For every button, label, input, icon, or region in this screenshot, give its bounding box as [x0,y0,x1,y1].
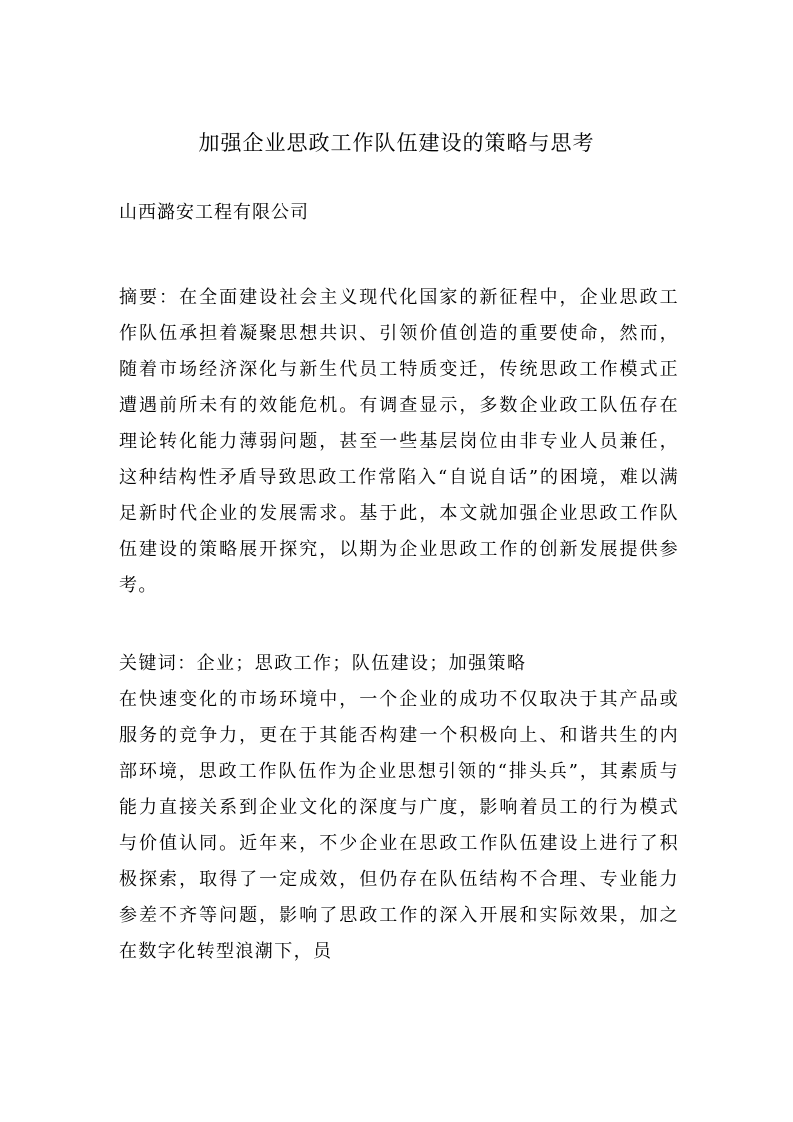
abstract-text: 在全面建设社会主义现代化国家的新征程中，企业思政工作队伍承担着凝聚思想共识、引领价值创造的重要使命，然而，随着市场经济深化与新生代员工特质变迁，传统思政工作模式正遭遇前所未有的效能危机。有调查显示，多数企业政工队伍存在理论转化能力薄弱问题，甚至一些基层岗位由非专业人员兼任，这种结构性矛盾导致思政工作常陷入“自说自话”的困境，难以满足新时代企业的发展需求。基于此，本文就加强企业思政工作队伍建设的策略展开探究，以期为企业思政工作的创新发展提供参考。 [119,287,680,596]
abstract-paragraph [119,280,679,604]
keywords-label: 关键词： [119,653,197,674]
document-title: 加强企业思政工作队伍建设的策略与思考 [198,131,595,155]
keywords-line [119,646,679,682]
intro-paragraph: 在快速变化的市场环境中，一个企业的成功不仅取决于其产品或服务的竞争力，更在于其能否构建一个积极向上、和谐共生的内部环境，思政工作队伍作为企业思想引领的“排头兵”，其素质与能力直接关系到企业文化的深度与广度，影响着员工的行为模式与价值认同。近年来，不少企业在思政工作队伍建设上进行了积极探索，取得了一定成效，但仍存在队伍结构不合理、专业能力参差不齐等问题，影响了思政工作的深入开展和实际效果，加之在数字化转型浪潮下，员 [119,689,679,962]
keywords-text: 企业；思政工作；队伍建设；加强策略 [196,653,527,674]
abstract-label: 摘要： [119,287,180,308]
author-affiliation: 山西潞安工程有限公司 [119,202,309,223]
